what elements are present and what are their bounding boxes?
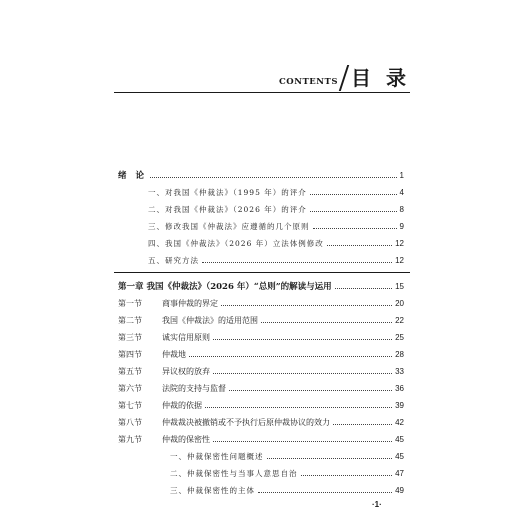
contents-word: CONTENTS [279,77,339,87]
toc-entry-page: 12 [395,255,404,265]
toc-entry-page: 33 [395,366,404,376]
toc-entry-page: 20 [395,298,404,308]
toc-entry-page: 4 [399,187,404,197]
toc-entry-subsection[interactable] [118,449,404,463]
toc-entry-label: 仲裁地 [162,349,186,359]
section-number: 第六节 [118,383,142,393]
toc-entry-page: 8 [399,204,404,214]
toc-entry-label: 仲裁的依据 [162,400,202,410]
toc-entry-label: 异议权的放弃 [162,366,210,376]
dot-leader [213,339,392,340]
toc-entry-page: 42 [395,417,404,427]
toc-entry-label: 仲裁裁决被撤销或不予执行后原仲裁协议的效力 [162,417,330,427]
section-number: 第四节 [118,349,142,359]
dot-leader [213,441,392,442]
section-number: 第一节 [118,298,142,308]
dot-leader [213,373,392,374]
section-number: 第八节 [118,417,142,427]
toc-entry-label: 二、对我国《仲裁法》（2026 年）的评介 [148,204,307,214]
toc-entry-page: 45 [395,451,404,461]
page-number: ·1· [372,500,382,509]
toc-entry-section[interactable] [118,313,404,327]
dot-leader [202,262,392,263]
header-rule [114,92,410,93]
dot-leader [229,390,392,391]
dot-leader [310,211,397,212]
page-title: 目 录 [351,66,410,90]
toc-entry[interactable] [118,253,404,267]
dot-leader [301,475,393,476]
toc-entry-label: 一、对我国《仲裁法》（1995 年）的评介 [148,187,307,197]
toc-entry-subsection[interactable] [118,483,404,497]
slash-divider [339,65,349,91]
toc-entry-subsection[interactable] [118,466,404,480]
toc-entry-section[interactable] [118,381,404,395]
toc-entry-page: 25 [395,332,404,342]
dot-leader [335,288,392,289]
dot-leader [150,177,397,178]
toc-entry-label: 三、修改我国《仲裁法》应遵循的几个原则 [148,221,310,231]
toc-entry-section[interactable] [118,330,404,344]
toc-entry-section[interactable] [118,415,404,429]
toc-entry-page: 39 [395,400,404,410]
section-number: 第七节 [118,400,142,410]
toc-entry-page: 9 [399,221,404,231]
toc-entry-label: 一、仲裁保密性问题概述 [170,451,264,461]
toc-entry-chapter-1[interactable] [118,279,404,293]
dot-leader [333,424,392,425]
toc-entry-label: 三、仲裁保密性的主体 [170,485,255,495]
section-number: 第三节 [118,332,142,342]
toc-entry-page: 22 [395,315,404,325]
toc-entry-label: 仲裁的保密性 [162,434,210,444]
toc-entry-label: 绪 论 [118,171,147,181]
toc-entry-label: 五、研究方法 [148,255,199,265]
toc-entry-page: 28 [395,349,404,359]
dot-leader [313,228,397,229]
dot-leader [267,458,393,459]
toc-entry[interactable] [118,236,404,250]
toc-entry-page: 12 [395,238,404,248]
section-number: 第九节 [118,434,142,444]
toc-entry-section[interactable] [118,364,404,378]
toc-entry-page: 47 [395,468,404,478]
toc-entry[interactable] [118,185,404,199]
toc-entry-label: 四、我国《仲裁法》（2026 年）立法体例修改 [148,238,324,248]
toc-entry-section[interactable] [118,347,404,361]
dot-leader [258,492,392,493]
dot-leader [189,356,392,357]
toc-entry-page: 36 [395,383,404,393]
toc-header [279,62,410,91]
toc-entry-label: 二、仲裁保密性与当事人意思自治 [170,468,298,478]
dot-leader [221,305,392,306]
toc-entry-page: 1 [399,170,404,180]
toc-entry-section[interactable] [118,296,404,310]
dot-leader [327,245,392,246]
toc-entry-label: 法院的支持与监督 [162,383,226,393]
toc-entry-label: 诚实信用原则 [162,332,210,342]
toc-entry[interactable] [118,219,404,233]
toc-entry-section[interactable] [118,432,404,446]
section-rule [114,272,410,273]
toc-entry[interactable] [118,202,404,216]
toc-entry-label: 商事仲裁的界定 [162,298,218,308]
toc-entry-page: 49 [395,485,404,495]
toc-entry-label: 我国《仲裁法》的适用范围 [162,315,258,325]
dot-leader [310,194,397,195]
toc-entry-page: 45 [395,434,404,444]
toc-entry-intro[interactable] [118,168,404,182]
dot-leader [261,322,392,323]
toc-entry-section[interactable] [118,398,404,412]
toc-entry-page: 15 [395,281,404,291]
dot-leader [205,407,392,408]
toc-entry-label: 第一章 我国《仲裁法》（2026 年）“总则”的解读与运用 [118,282,332,292]
section-number: 第二节 [118,315,142,325]
section-number: 第五节 [118,366,142,376]
